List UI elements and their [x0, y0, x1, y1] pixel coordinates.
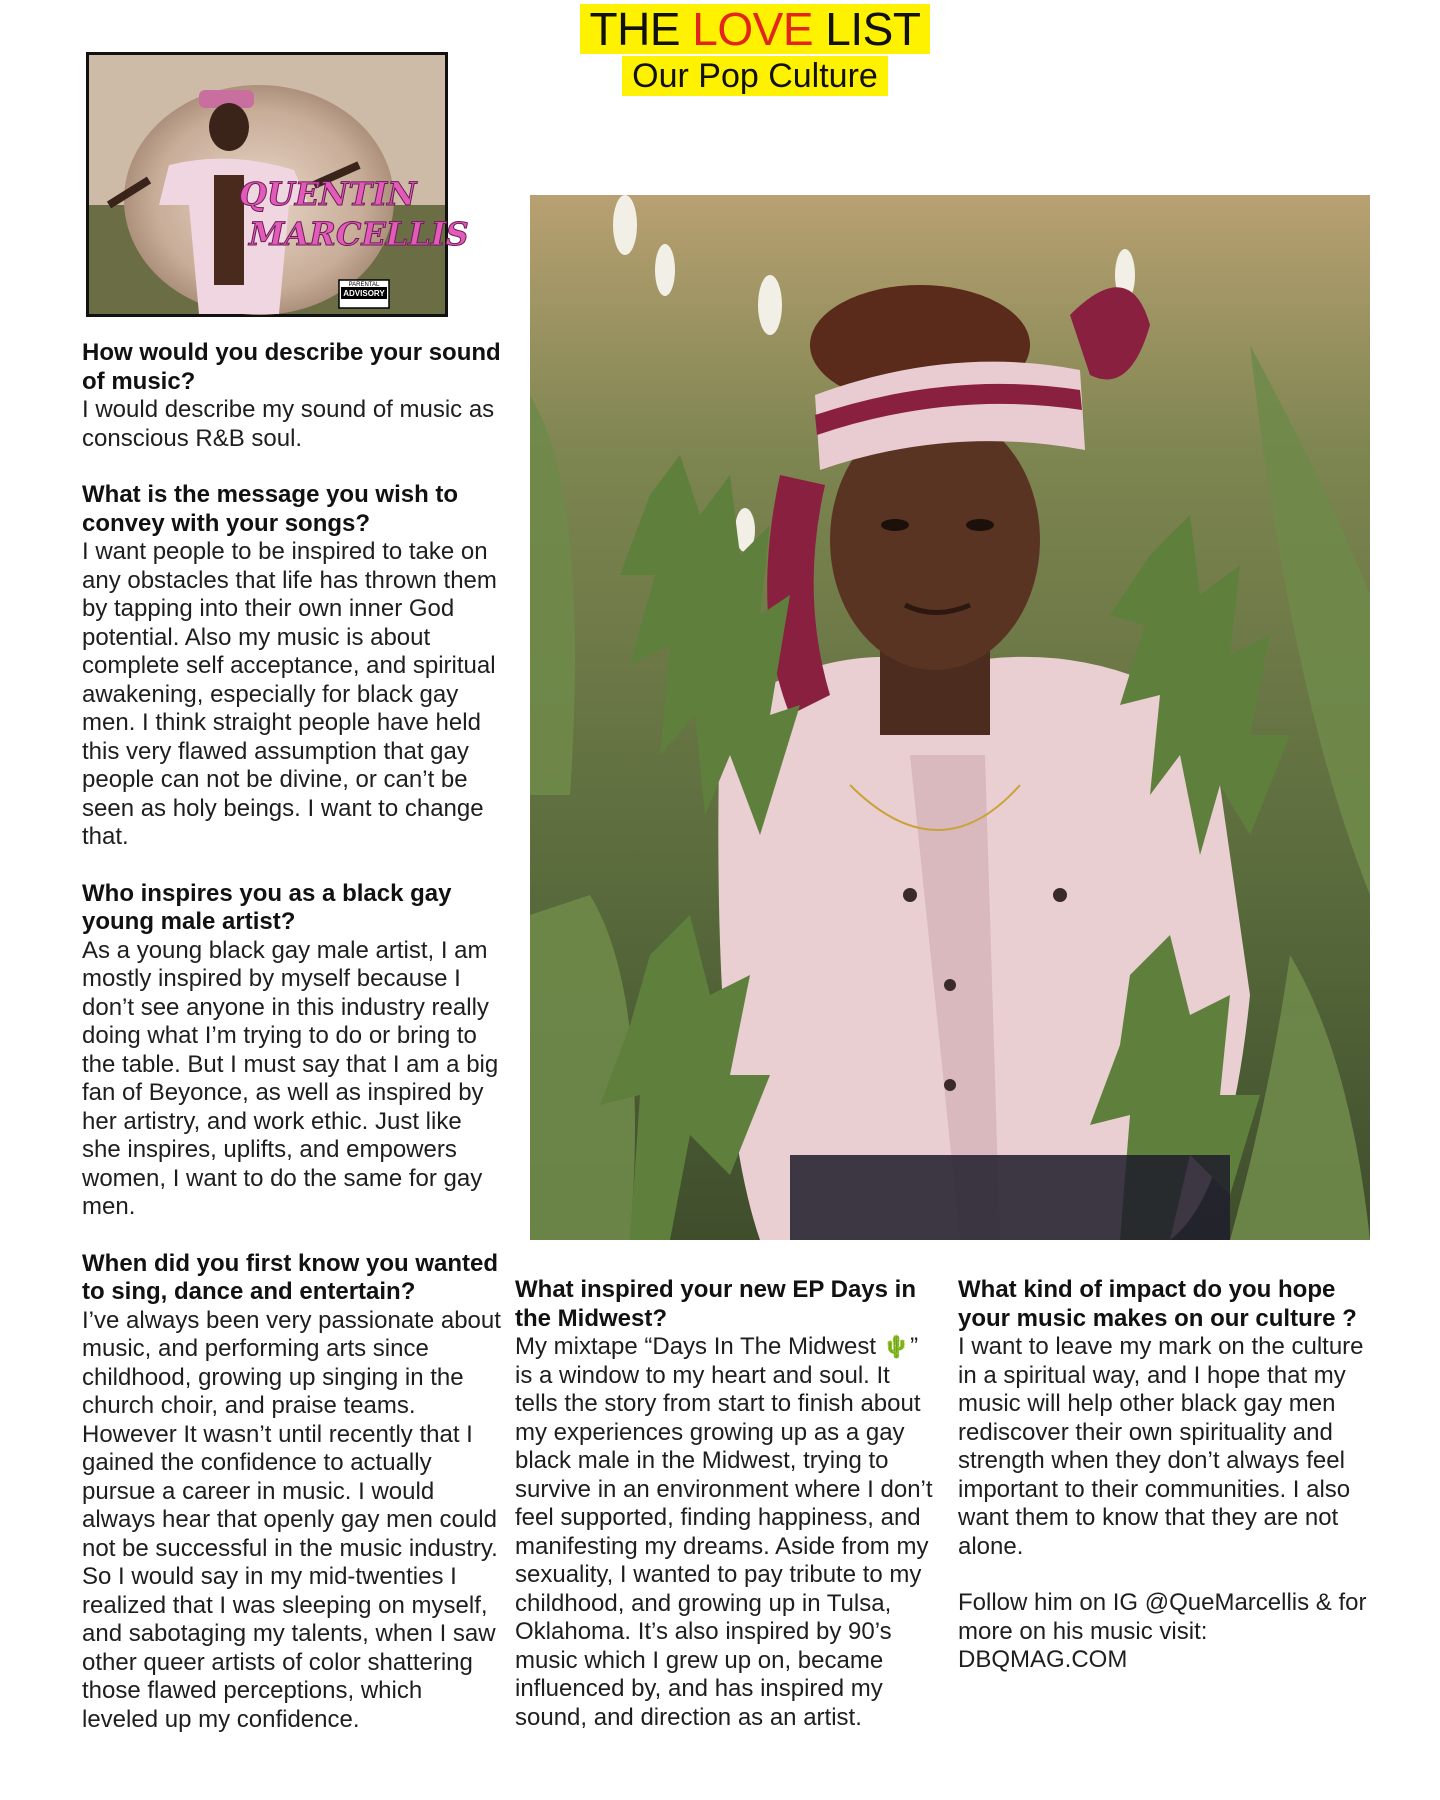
answer-first-know: I’ve always been very passionate about music, and performing arts since childhood, growing up singing in the church choir, and praise teams. However It wasn’t until recently that I gained the confidence to actually pursue a career in music. I would always hear that openly gay men could not be successful in the music industry. So I would say in my mid-twenties I realized that I was sleeping on myself, and sabotaging my talents, when I saw other queer artists of color shattering those flawed perceptions, which leveled up my confidence.	[82, 1306, 501, 1733]
qa-block-impact	[958, 1276, 1368, 1561]
question-impact: What kind of impact do you hope your music makes on our culture ?	[958, 1276, 1357, 1332]
answer-ep-end: ” is a window to my heart and soul. It tells the story from start to finish about my experiences growing up as a gay black male in the Midwest, trying to survive in an environment where I don’t feel supported, finding happiness, and manifesting my dreams. Aside from my sexuality, I wanted to pay tribute to my childhood, and growing up in Tulsa, Oklahoma. It’s also inspired by 90’s music which I grew up on, became influenced by, and has inspired my sound, and direction as an artist.	[515, 1333, 933, 1731]
interview-column-1	[82, 339, 502, 1762]
album-cover	[86, 52, 469, 317]
title-the: THE	[589, 3, 693, 55]
follow-text: Follow him on IG @QueMarcellis & for more on his music visit: DBQMAG.COM	[958, 1589, 1367, 1673]
advisory-line2: ADVISORY	[343, 289, 385, 298]
page-title	[580, 4, 931, 54]
advisory-line1: PARENTAL	[348, 282, 380, 288]
album-artist-line1: QUENTIN	[239, 175, 417, 213]
title-list: LIST	[813, 3, 921, 55]
follow-block	[958, 1589, 1368, 1675]
question-ep: What inspired your new EP Days in the Midwest?	[515, 1276, 916, 1332]
question-sound: How would you describe your sound of music?	[82, 339, 501, 395]
cactus-icon: 🌵	[882, 1334, 911, 1359]
qa-block-ep	[515, 1276, 935, 1732]
photo-artwork	[530, 195, 1370, 1240]
question-message: What is the message you wish to convey with your songs?	[82, 481, 459, 537]
question-inspires: Who inspires you as a black gay young male artist?	[82, 879, 452, 935]
answer-impact: I want to leave my mark on the culture in a spiritual way, and I hope that my music will help other black gay men rediscover their own spirituality and strength when they don’t always feel important to their communities. I also want them to know that they are not alone.	[958, 1333, 1364, 1560]
page-subtitle: Our Pop Culture	[622, 56, 888, 96]
qa-block-first-know	[82, 1250, 502, 1735]
interview-column-2	[515, 1276, 935, 1760]
album-artwork	[89, 55, 469, 314]
answer-sound: I would describe my sound of music as conscious R&B soul.	[82, 396, 495, 452]
answer-ep-start: My mixtape “Days In The Midwest	[515, 1333, 883, 1360]
qa-block-sound	[82, 339, 502, 453]
answer-ep	[515, 1333, 935, 1732]
interview-column-3	[958, 1276, 1368, 1703]
page-header	[575, 4, 935, 96]
question-first-know: When did you first know you wanted to sing, dance and entertain?	[82, 1249, 499, 1305]
album-artist-line2: MARCELLIS	[249, 215, 469, 253]
qa-block-inspires	[82, 880, 502, 1222]
qa-block-message	[82, 481, 502, 852]
title-love: LOVE	[692, 3, 814, 55]
answer-message: I want people to be inspired to take on any obstacles that life has thrown them by tapping into their own inner God potential. Also my music is about complete self acceptance, and spiritual awakening, especially for black gay men. I think straight people have held this very flawed assumption that gay people can not be divine, or can’t be seen as holy beings. I want to change that.	[82, 538, 497, 850]
artist-photo	[530, 195, 1370, 1240]
answer-inspires: As a young black gay male artist, I am mostly inspired by myself because I don’t see anyone in this industry really doing what I’m trying to do or bring to the table. But I must say that I am a big fan of Beyonce, as well as inspired by her artistry, and work ethic. Just like she inspires, uplifts, and empowers women, I want to do the same for gay men.	[82, 936, 499, 1220]
